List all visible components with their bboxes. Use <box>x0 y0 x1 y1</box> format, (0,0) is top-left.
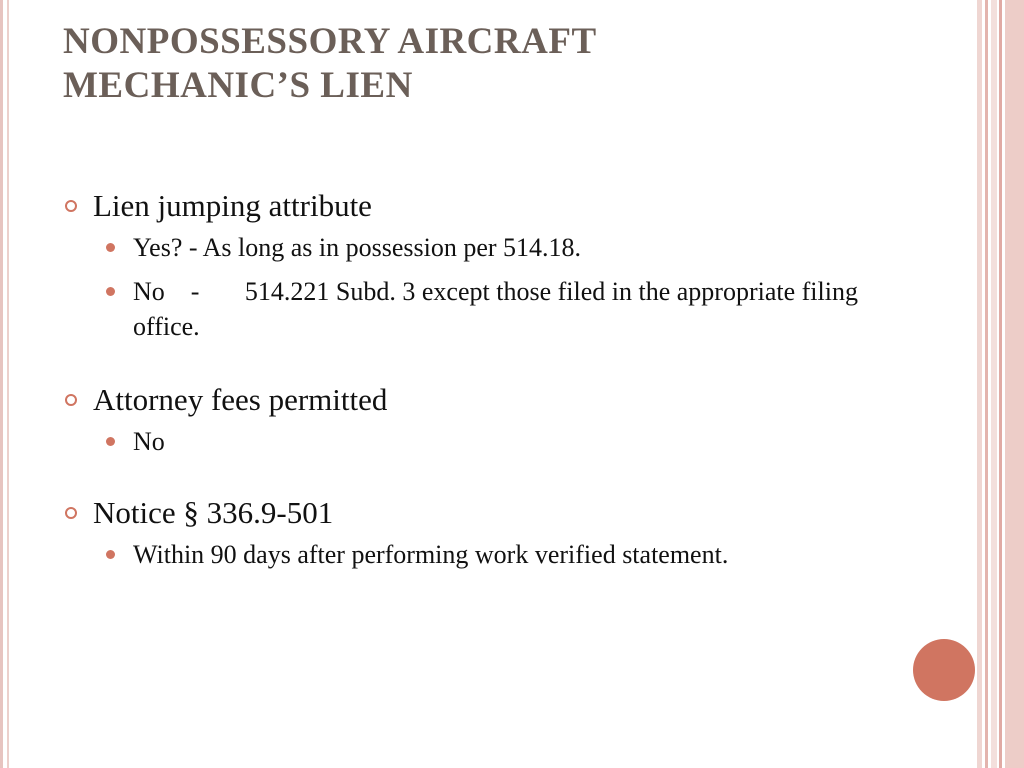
bullet-group-lien-jumping <box>63 186 863 344</box>
bullet-level2-text: Yes? - As long as in possession per 514.18. <box>133 233 582 262</box>
sub-bullet-list <box>103 537 863 572</box>
bullet-level2-text: Within 90 days after performing work verified statement. <box>133 540 729 569</box>
hollow-circle-bullet-icon <box>65 394 77 406</box>
filled-circle-bullet-icon <box>106 243 115 252</box>
filled-circle-bullet-icon <box>106 287 115 296</box>
right-border-stripe <box>985 0 988 768</box>
bullet-level2 <box>103 424 863 459</box>
bullet-level1 <box>63 186 863 226</box>
hollow-circle-bullet-icon <box>65 200 77 212</box>
slide-title-line: MECHANIC’S LIEN <box>63 65 413 106</box>
left-border-stripe <box>7 0 9 768</box>
bullet-level2 <box>103 274 863 344</box>
filled-circle-bullet-icon <box>106 437 115 446</box>
sub-bullet-list <box>103 424 863 459</box>
slide-title <box>63 20 823 108</box>
sub-bullet-list <box>103 230 863 344</box>
right-border-stripe <box>991 0 997 768</box>
slide-body <box>63 186 863 608</box>
bullet-level1-text: Attorney fees permitted <box>93 382 388 417</box>
bullet-level2-text: No - 514.221 Subd. 3 except those filed in the appropriate filing office. <box>133 277 865 341</box>
hollow-circle-bullet-icon <box>65 507 77 519</box>
bullet-level2 <box>103 230 863 265</box>
filled-circle-bullet-icon <box>106 550 115 559</box>
right-border-stripe <box>977 0 982 768</box>
bullet-group-notice <box>63 493 863 572</box>
bullet-level2-text: No <box>133 427 165 456</box>
left-border-stripe <box>0 0 3 768</box>
right-border-stripe <box>1005 0 1024 768</box>
decorative-circle-icon <box>913 639 975 701</box>
right-border-stripe <box>999 0 1002 768</box>
bullet-level1-text: Lien jumping attribute <box>93 188 372 223</box>
bullet-level1-text: Notice § 336.9-501 <box>93 495 334 530</box>
slide-title-line: NONPOSSESSORY AIRCRAFT <box>63 21 597 62</box>
bullet-group-attorney-fees <box>63 380 863 459</box>
bullet-level2 <box>103 537 863 572</box>
bullet-level1 <box>63 493 863 533</box>
bullet-level1 <box>63 380 863 420</box>
